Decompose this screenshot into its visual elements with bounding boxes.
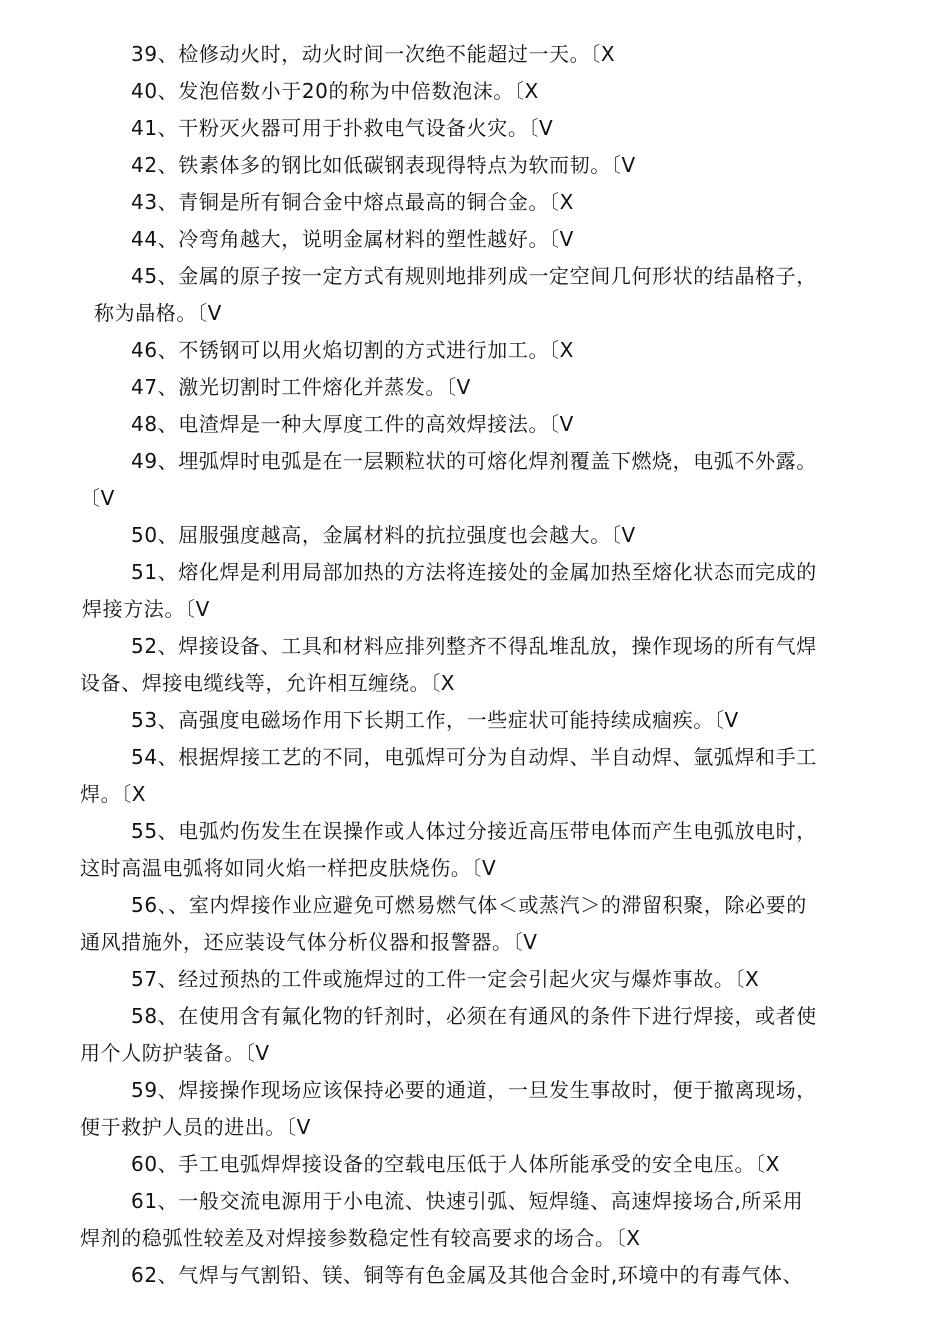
question-43	[80, 184, 872, 221]
question-line: 47、激光切割时工件熔化并蒸发。〔V	[131, 375, 471, 399]
question-line: 55、电弧灼伤发生在误操作或人体过分接近高压带电体而产生电弧放电时，	[131, 819, 817, 843]
question-56	[80, 887, 872, 961]
question-line: 52、焊接设备、工具和材料应排列整齐不得乱堆乱放，操作现场的所有气焊	[131, 634, 817, 658]
question-line: 54、根据焊接工艺的不同，电弧焊可分为自动焊、半自动焊、氩弧焊和手工	[131, 745, 817, 769]
question-line: 44、冷弯角越大，说明金属材料的塑性越好。〔V	[131, 227, 574, 251]
question-53	[80, 702, 872, 739]
question-line: 45、金属的原子按一定方式有规则地排列成一定空间几何形状的结晶格子，	[131, 264, 817, 288]
question-line: 50、屈服强度越高，金属材料的抗拉强度也会越大。〔V	[131, 523, 636, 547]
question-line-continued: 这时高温电弧将如同火焰一样把皮肤烧伤。〔V	[80, 856, 497, 880]
question-line-continued: 焊接方法。〔V	[82, 597, 210, 621]
question-line: 60、手工电弧焊焊接设备的空载电压低于人体所能承受的安全电压。〔X	[131, 1152, 780, 1176]
question-line: 42、铁素体多的钢比如低碳钢表现得特点为软而韧。〔V	[131, 153, 636, 177]
question-54	[80, 739, 872, 813]
question-line: 39、检修动火时，动火时间一次绝不能超过一天。〔X	[131, 42, 616, 66]
question-line: 49、埋弧焊时电弧是在一层颗粒状的可熔化焊剂覆盖下燃烧，电弧不外露。	[131, 449, 817, 473]
question-line-continued: 通风措施外，还应装设气体分析仪器和报警器。〔V	[80, 930, 538, 954]
question-62	[80, 1257, 872, 1294]
question-39	[80, 36, 872, 73]
question-57	[80, 961, 872, 998]
question-48	[80, 406, 872, 443]
question-58	[80, 998, 872, 1072]
question-line: 46、不锈钢可以用火焰切割的方式进行加工。〔X	[131, 338, 574, 362]
question-61	[80, 1183, 872, 1257]
question-line-continued: 便于救护人员的进出。〔V	[80, 1115, 311, 1139]
question-line-continued: 焊剂的稳弧性较差及对焊接参数稳定性有较高要求的场合。〔X	[80, 1226, 641, 1250]
question-52	[80, 628, 872, 702]
question-line-continued: 称为晶格。〔V	[94, 301, 222, 325]
question-line: 58、在使用含有氟化物的钎剂时，必须在有通风的条件下进行焊接，或者使	[131, 1004, 817, 1028]
question-55	[80, 813, 872, 887]
question-51	[80, 554, 872, 628]
question-59	[80, 1072, 872, 1146]
question-line-continued: 设备、焊接电缆线等，允许相互缠绕。〔X	[80, 671, 456, 695]
question-50	[80, 517, 872, 554]
question-42	[80, 147, 872, 184]
question-line: 56、、室内焊接作业应避免可燃易燃气体＜或蒸汽＞的滞留积聚，除必要的	[131, 893, 807, 917]
question-46	[80, 332, 872, 369]
question-line: 43、青铜是所有铜合金中熔点最高的铜合金。〔X	[131, 190, 574, 214]
question-49	[80, 443, 872, 517]
question-line: 61、一般交流电源用于小电流、快速引弧、短焊缝、高速焊接场合,所采用	[131, 1189, 804, 1213]
question-44	[80, 221, 872, 258]
question-line: 51、熔化焊是利用局部加热的方法将连接处的金属加热至熔化状态而完成的	[131, 560, 817, 584]
question-line-continued: 用个人防护装备。〔V	[80, 1041, 270, 1065]
question-41	[80, 110, 872, 147]
question-line: 57、经过预热的工件或施焊过的工件一定会引起火灾与爆炸事故。〔X	[131, 967, 760, 991]
question-40	[80, 73, 872, 110]
question-line: 40、发泡倍数小于20的称为中倍数泡沫。〔X	[131, 79, 539, 103]
question-line: 53、高强度电磁场作用下长期工作，一些症状可能持续成痼疾。〔V	[131, 708, 739, 732]
question-line-continued: 〔V	[80, 486, 115, 510]
question-line: 62、气焊与气割铅、镁、铜等有色金属及其他合金时,环境中的有毒气体、	[131, 1263, 804, 1287]
question-47	[80, 369, 872, 406]
question-line: 48、电渣焊是一种大厚度工件的高效焊接法。〔V	[131, 412, 574, 436]
question-60	[80, 1146, 872, 1183]
question-45	[80, 258, 872, 332]
question-line: 59、焊接操作现场应该保持必要的通道，一旦发生事故时，便于撤离现场，	[131, 1078, 817, 1102]
question-line-continued: 焊。〔X	[80, 782, 147, 806]
question-line: 41、干粉灭火器可用于扑救电气设备火灾。〔V	[131, 116, 554, 140]
